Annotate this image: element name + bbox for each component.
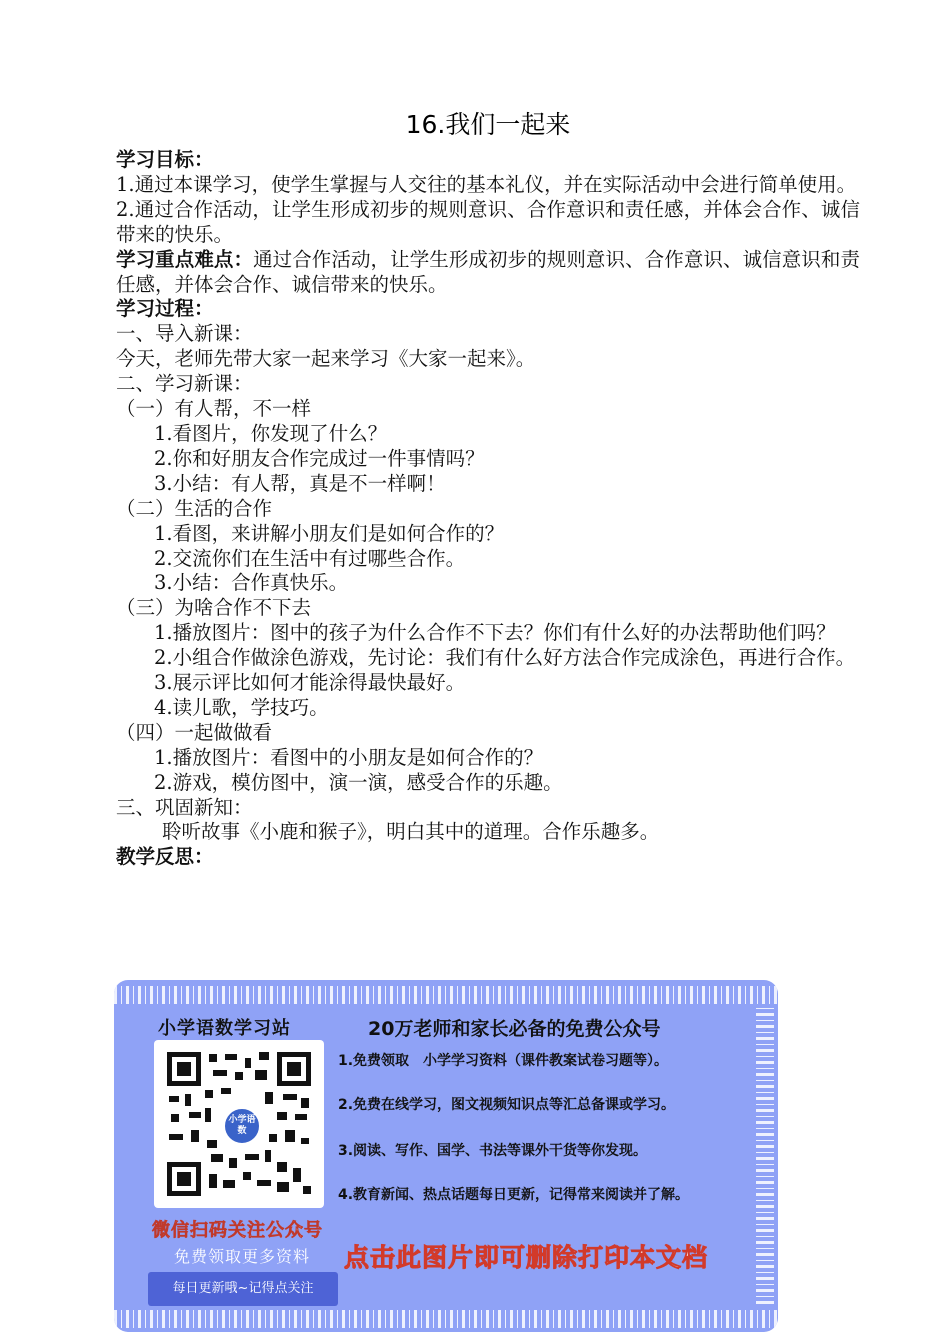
part-3-heading: （三）为啥合作不下去 — [116, 596, 312, 620]
key-points — [116, 248, 860, 298]
goal-1: 1.通过本课学习，使学生掌握与人交往的基本礼仪，并在实际活动中会进行简单使用。 — [116, 172, 857, 196]
key-heading: 学习重点难点： — [116, 247, 254, 271]
goal-2: 2.通过合作活动，让学生形成初步的规则意识、合作意识和责任感，并体会合作、诚信带来的快乐。 — [116, 197, 860, 246]
process-heading: 学习过程： — [116, 297, 214, 321]
part-3-item-2: 2.小组合作做涂色游戏，先讨论：我们有什么好方法合作完成涂色，再进行合作。 — [154, 646, 856, 670]
promo-banner[interactable] — [114, 980, 778, 1332]
free-more-label: 免费领取更多资料 — [174, 1247, 311, 1266]
section-3-text: 聆听故事《小鹿和猴子》，明白其中的道理。合作乐趣多。 — [162, 820, 660, 844]
lesson-plan — [116, 108, 860, 870]
wechat-scan-label: 微信扫码关注公众号 — [152, 1220, 323, 1241]
section-1-heading: 一、导入新课： — [116, 322, 253, 346]
part-4-item-1: 1.播放图片：看图中的小朋友是如何合作的？ — [154, 745, 544, 769]
goals-heading: 学习目标： — [116, 148, 214, 171]
feature-item-2: 2.免费在线学习，图文视频知识点等汇总备课或学习。 — [338, 1097, 676, 1113]
part-4-item-2: 2.游戏，模仿图中，演一演，感受合作的乐趣。 — [154, 770, 563, 794]
key-text: 通过合作活动，让学生形成初步的规则意识、合作意识、诚信意识和责任感，并体会合作、诚信带来的快乐。 — [116, 247, 860, 296]
part-1-heading: （一）有人帮，不一样 — [116, 397, 312, 421]
part-1-item-2: 2.你和好朋友合作完成过一件事情吗？ — [154, 446, 485, 470]
barcode-stripe-bottom — [114, 1310, 778, 1328]
barcode-stripe-right — [756, 1004, 774, 1304]
banner-right-title: 20万老师和家长必备的免费公众号 — [368, 1018, 661, 1040]
section-3-heading: 三、巩固新知： — [116, 795, 253, 819]
part-1-item-3: 3.小结：有人帮，真是不一样啊！ — [154, 471, 446, 495]
part-2-item-3: 3.小结：合作真快乐。 — [154, 571, 349, 595]
part-3-item-1: 1.播放图片：图中的孩子为什么合作不下去？你们有什么好的办法帮助他们吗？ — [154, 621, 836, 645]
qr-logo: 小学语数 — [223, 1107, 261, 1145]
part-3-item-3: 3.展示评比如何才能涂得最快最好。 — [154, 671, 466, 695]
part-3-item-4: 4.读儿歌，学技巧。 — [154, 695, 329, 719]
part-2-item-1: 1.看图，来讲解小朋友们是如何合作的？ — [154, 521, 505, 545]
delete-print-cta[interactable]: 点击此图片即可删除打印本文档 — [344, 1243, 709, 1272]
reflection-heading: 教学反思： — [116, 845, 214, 869]
barcode-stripe-top — [114, 986, 778, 1004]
feature-item-4: 4.教育新闻、热点话题每日更新，记得常来阅读并了解。 — [338, 1187, 690, 1203]
page-title: 16.我们一起来 — [405, 110, 571, 139]
feature-item-3: 3.阅读、写作、国学、书法等课外干货等你发现。 — [338, 1143, 648, 1159]
part-1-item-1: 1.看图片，你发现了什么？ — [154, 421, 388, 445]
qr-code[interactable] — [154, 1040, 324, 1208]
daily-update-button[interactable]: 每日更新哦~记得点关注 — [148, 1272, 338, 1306]
feature-item-1: 1.免费领取 小学学习资料（课件教案试卷习题等）。 — [338, 1053, 669, 1069]
part-2-heading: （二）生活的合作 — [116, 496, 273, 520]
section-1-text: 今天，老师先带大家一起来学习《大家一起来》。 — [116, 347, 536, 371]
qr-title: 小学语数学习站 — [158, 1018, 291, 1039]
part-2-item-2: 2.交流你们在生活中有过哪些合作。 — [154, 546, 466, 570]
part-4-heading: （四）一起做做看 — [116, 720, 273, 744]
section-2-heading: 二、学习新课： — [116, 372, 253, 396]
